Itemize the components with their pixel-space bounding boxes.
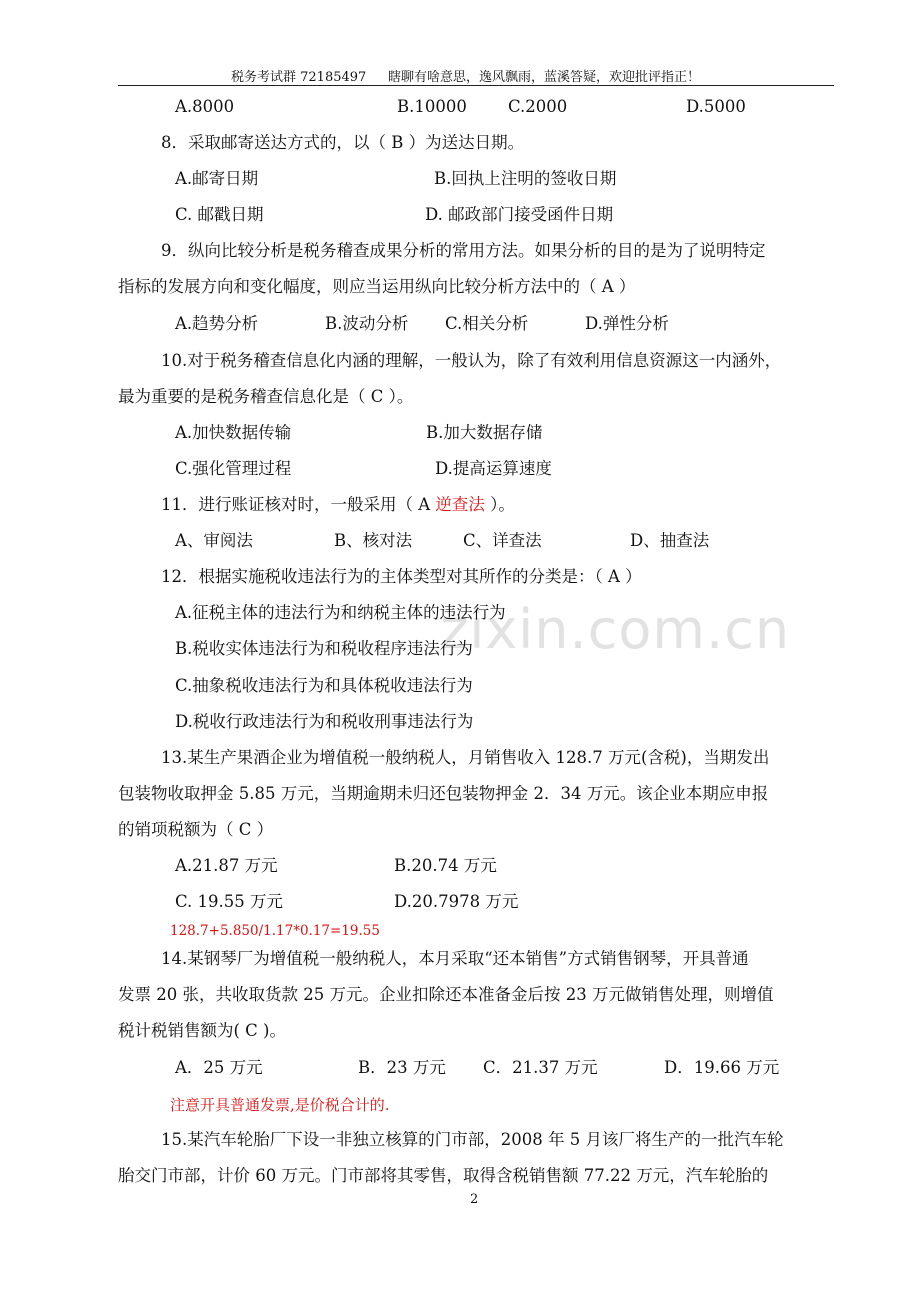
q9-option-a: A.趋势分析	[175, 314, 259, 333]
page-number: 2	[470, 1192, 479, 1207]
q7-option-b: B.10000	[397, 97, 467, 116]
q13-option-c: C. 19.55 万元	[175, 892, 284, 911]
q14-option-a: A．25 万元	[175, 1058, 263, 1077]
q14-option-d: D．19.66 万元	[664, 1058, 780, 1077]
q7-option-c: C.2000	[508, 97, 568, 116]
q11-stem	[161, 494, 515, 516]
q7-option-d: D.5000	[686, 97, 746, 116]
q14-stem-line2: 发票 20 张，共收取货款 25 万元。企业扣除还本准备金后按 23 万元做销售处理，则增值	[118, 985, 774, 1004]
q11-option-d: D、抽查法	[630, 531, 710, 550]
q9-stem-line1: 9．纵向比较分析是税务稽查成果分析的常用方法。如果分析的目的是为了说明特定	[161, 241, 766, 260]
q12-option-c: C.抽象税收违法行为和具体税收违法行为	[175, 676, 473, 695]
q14-option-b: B．23 万元	[358, 1058, 446, 1077]
q13-option-a: A.21.87 万元	[175, 856, 278, 875]
q11-option-b: B、核对法	[334, 531, 413, 550]
q12-stem: 12．根据实施税收违法行为的主体类型对其所作的分类是：（ A ）	[161, 567, 642, 586]
q14-stem-line1: 14.某钢琴厂为增值税一般纳税人，本月采取“还本销售”方式销售钢琴，开具普通	[161, 949, 749, 968]
q10-stem-line1: 10.对于税务稽查信息化内涵的理解，一般认为，除了有效利用信息资源这一内涵外，	[161, 351, 782, 370]
q11-option-c: C、详查法	[463, 531, 542, 550]
q14-stem-line3: 税计税销售额为( C )。	[118, 1021, 286, 1040]
q13-option-d: D.20.7978 万元	[394, 892, 519, 911]
q12-option-b: B.税收实体违法行为和税收程序违法行为	[175, 639, 473, 658]
q15-stem-line1: 15.某汽车轮胎厂下设一非独立核算的门市部，2008 年 5 月该厂将生产的一批汽车轮	[161, 1130, 784, 1149]
q9-option-d: D.弹性分析	[585, 314, 669, 333]
q11-stem-start: 11．进行账证核对时，一般采用（ A	[161, 495, 436, 514]
watermark: zixin.com.cn	[440, 598, 791, 661]
q8-option-a: A.邮寄日期	[175, 169, 259, 188]
q13-stem-line3: 的销项税额为（ C ）	[118, 820, 274, 839]
q13-stem-line2: 包装物收取押金 5.85 万元，当期逾期未归还包装物押金 2．34 万元。该企业本期应申报	[118, 784, 769, 803]
q11-stem-end: ）。	[484, 495, 515, 514]
header-right-text: 瞎聊有啥意思，逸风飘雨，蓝溪答疑，欢迎批评指正！	[388, 70, 701, 85]
q14-note: 注意开具普通发票,是价税合计的.	[170, 1096, 390, 1114]
q10-option-c: C.强化管理过程	[175, 459, 292, 478]
q11-answer-note: 逆查法	[435, 495, 485, 514]
q11-option-a: A、审阅法	[175, 531, 253, 550]
q7-option-a: A.8000	[175, 97, 235, 116]
q14-option-c: C．21.37 万元	[483, 1058, 598, 1077]
q15-stem-line2: 胎交门市部，计价 60 万元。门市部将其零售，取得含税销售额 77.22 万元，汽车轮胎的	[118, 1166, 769, 1185]
q8-stem: 8．采取邮寄送达方式的，以（ B ）为送达日期。	[161, 133, 525, 152]
q8-option-c: C. 邮戳日期	[175, 205, 264, 224]
header-left-text: 税务考试群 72185497	[231, 70, 367, 85]
q10-option-b: B.加大数据存储	[426, 423, 543, 442]
q10-option-a: A.加快数据传输	[175, 423, 292, 442]
q12-option-a: A.征税主体的违法行为和纳税主体的违法行为	[175, 603, 506, 622]
q12-option-d: D.税收行政违法行为和税收刑事违法行为	[175, 712, 474, 731]
q10-option-d: D.提高运算速度	[435, 459, 552, 478]
q13-stem-line1: 13.某生产果酒企业为增值税一般纳税人，月销售收入 128.7 万元(含税)，当期发出	[161, 748, 770, 767]
q13-calculation-note: 128.7+5.850/1.17*0.17=19.55	[170, 923, 380, 939]
q13-option-b: B.20.74 万元	[394, 856, 497, 875]
page-header	[118, 63, 834, 86]
q9-option-b: B.波动分析	[325, 314, 409, 333]
q8-option-d: D. 邮政部门接受函件日期	[425, 205, 614, 224]
q9-stem-line2: 指标的发展方向和变化幅度，则应当运用纵向比较分析方法中的（ A ）	[118, 277, 636, 296]
q9-option-c: C.相关分析	[445, 314, 529, 333]
q8-option-b: B.回执上注明的签收日期	[434, 169, 617, 188]
q10-stem-line2: 最为重要的是税务稽查信息化是（ C ）。	[118, 387, 414, 406]
